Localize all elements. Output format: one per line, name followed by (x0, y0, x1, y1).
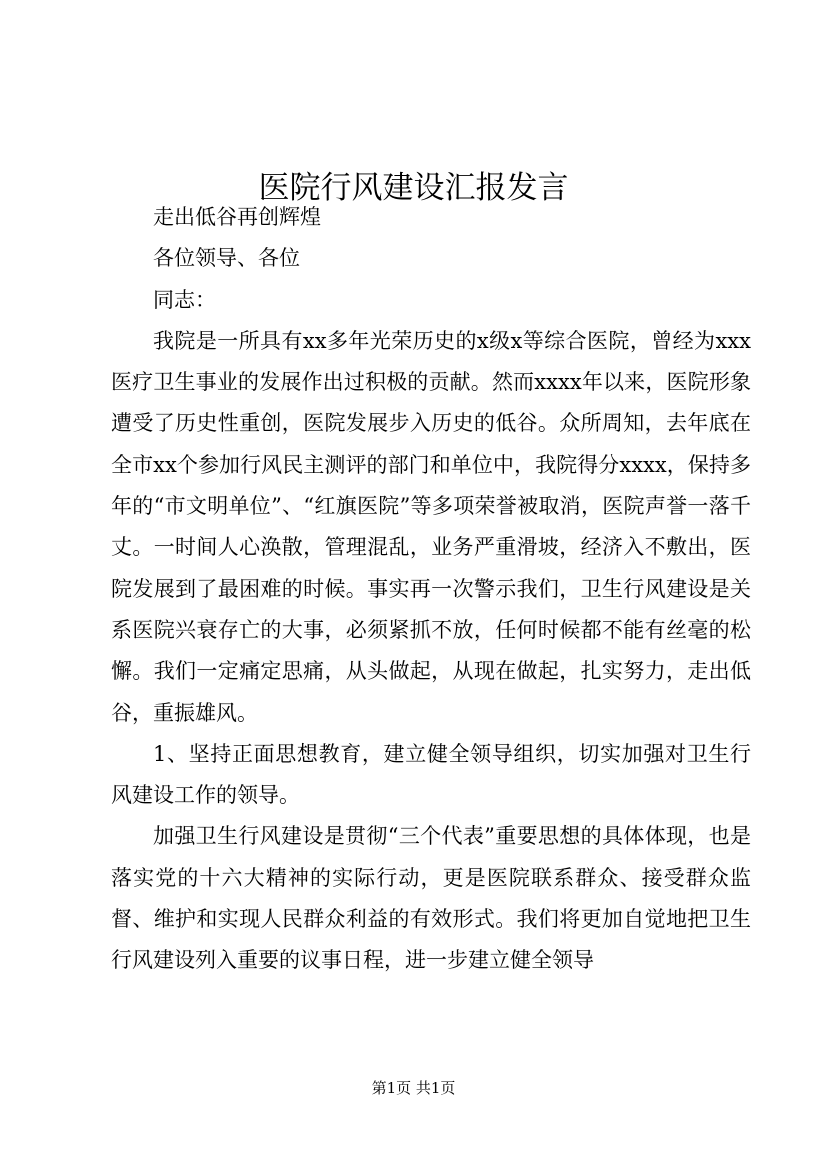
document-body (111, 197, 751, 982)
section-heading-paragraph: 1、坚持正面思想教育，建立健全领导组织，切实加强对卫生行风建设工作的领导。 (111, 741, 751, 808)
page-footer: 第1页 共1页 (371, 1079, 456, 1097)
body-paragraph: 加强卫生行风建设是贯彻“三个代表”重要思想的具体体现，也是落实党的十六大精神的实际行动，更是医院联系群众、接受群众监督、维护和实现人民群众利益的有效形式。我们将更加自觉地把卫生行风建设列入重要的议事日程，进一步建立健全领导 (111, 824, 751, 973)
salutation-continued-paragraph: 同志： (153, 287, 216, 312)
subtitle-paragraph: 走出低谷再创辉煌 (153, 205, 321, 229)
salutation-paragraph: 各位领导、各位 (153, 246, 300, 271)
body-paragraph: 我院是一所具有xx多年光荣历史的x级x等综合医院，曾经为xxx医疗卫生事业的发展作出过积极的贡献。然而xxxx年以来，医院形象遭受了历史性重创，医院发展步入历史的低谷。众所周知，去年底在全市xx个参加行风民主测评的部门和单位中，我院得分xxxx，保持多年的“市文明单位”、“红旗医院”等多项荣誉被取消，医院声誉一落千丈。一时间人心涣散，管理混乱，业务严重滑坡，经济入不敷出，医院发展到了最困难的时候。事实再一次警示我们，卫生行风建设是关系医院兴衰存亡的大事，必须紧抓不放，任何时候都不能有丝毫的松懈。我们一定痛定思痛，从头做起，从现在做起，扎实努力，走出低谷，重振雄风。 (111, 328, 751, 725)
document-title: 医院行风建设汇报发言 (258, 169, 569, 206)
